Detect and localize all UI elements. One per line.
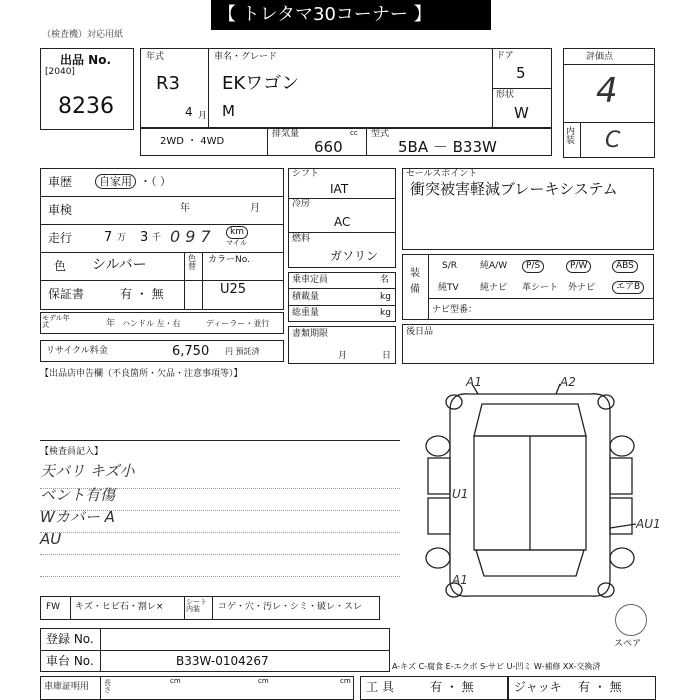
header-partial: （検査機）対応用紙: [42, 30, 124, 40]
color-value: シルバー: [92, 257, 147, 273]
mileage-mile: マイル: [226, 239, 247, 247]
evaluation-label: 評価点: [586, 52, 614, 62]
warranty-label: 保証書: [48, 287, 85, 301]
model-change-dealer: ディーラー・並行: [206, 319, 270, 328]
mark-a1-bottom: A1: [452, 573, 468, 587]
mileage-man: 7: [104, 230, 113, 245]
mark-a2-top: A2: [560, 375, 576, 389]
mileage-label: 走行: [48, 231, 73, 245]
later-items-box: [402, 324, 654, 364]
cert-cm-2: cm: [258, 677, 269, 685]
sales-point-label: セールスポイント: [406, 169, 478, 179]
model-change-label: モデル年式: [42, 314, 70, 329]
cert-cm-1: cm: [170, 677, 181, 685]
equip-navi-model: ナビ型番：: [432, 305, 478, 315]
tools-label: 工 具: [366, 680, 394, 694]
cert-cm-3: cm: [340, 677, 351, 685]
displacement-label: 排気量: [272, 129, 300, 139]
capacity-unit: 名: [380, 275, 390, 285]
tools-value: 有 ・ 無: [430, 680, 474, 694]
inspector-note-2: ベント有傷: [40, 486, 116, 504]
sales-point-value: 衝突被害軽減ブレーキシステム: [410, 180, 618, 198]
inspector-note-1: 天バリ キズ小: [40, 462, 135, 480]
spare-label: スペア: [614, 639, 642, 649]
equip-pw: P/W: [566, 260, 591, 273]
docs-day: 日: [382, 351, 392, 361]
mark-a1-top: A1: [466, 375, 482, 389]
fw-label: FW: [46, 602, 61, 612]
shape-value: W: [514, 104, 529, 122]
car-name-label: 車名・グレード: [214, 52, 278, 62]
docs-label: 書類期限: [292, 329, 329, 339]
equipment-label: 装備: [410, 268, 420, 295]
jack-value: 有 ・ 無: [578, 680, 622, 694]
history-label: 車歴: [48, 175, 73, 189]
lot-label: 出品 No.: [60, 53, 112, 67]
cert-label: 車庫証明用: [44, 682, 90, 692]
history-rest: ・（ ）: [140, 175, 171, 188]
spare-tire-icon: [615, 604, 647, 636]
mark-au1: AU1: [636, 517, 661, 531]
inspection-month: 月: [250, 203, 260, 214]
inspection-year: 年: [180, 203, 190, 214]
equip-ext-navi: 外ナビ: [568, 283, 596, 293]
inspection-label: 車検: [48, 203, 73, 217]
interior-label: 内装: [566, 127, 576, 146]
color-replace-label: 色替: [188, 254, 196, 271]
later-items-label: 後日品: [406, 327, 434, 337]
shift-label: シフト: [292, 169, 320, 179]
fuel-value: ガソリン: [330, 249, 379, 263]
aircon-value: AC: [334, 215, 351, 229]
lot-number: 8236: [58, 94, 114, 119]
mark-u1: U1: [452, 487, 469, 501]
equip-leather: 革シート: [522, 283, 559, 293]
door-label: ドア: [496, 51, 514, 61]
year-label: 年式: [146, 52, 165, 62]
equip-airbag: エアB: [612, 281, 644, 294]
fw-seat-items: コゲ・穴・汚レ・シミ・破レ・スレ: [218, 602, 363, 612]
damage-legend: A-キズ C-腐食 E-エクボ S-サビ U-凹ミ W-補修 XX-交換済: [392, 662, 601, 671]
load-label: 積載量: [292, 292, 320, 302]
mileage-rest: 0 9 7: [170, 227, 211, 246]
fw-items: キズ・ヒビ石・割レ×: [75, 602, 164, 612]
car-grade: M: [222, 102, 235, 120]
mileage-man-unit: 万: [117, 233, 127, 243]
color-no-label: カラーNo.: [208, 255, 250, 265]
type-label: 型式: [371, 129, 390, 139]
warranty-value: 有 ・ 無: [120, 287, 164, 301]
drive-text: 2WD ・ 4WD: [160, 136, 225, 147]
car-diagram: [410, 380, 650, 610]
history-value: 自家用: [95, 174, 136, 189]
mileage-sen: 3: [140, 230, 149, 245]
load-unit: kg: [380, 292, 391, 302]
lot-small: [2040]: [45, 67, 75, 77]
type-value: 5BA － B33W: [398, 138, 497, 156]
inspector-note-4: AU: [40, 530, 62, 548]
color-label: 色: [54, 259, 67, 273]
weight-label: 総重量: [292, 308, 320, 318]
model-change-year: 年: [106, 319, 116, 329]
equip-abs: ABS: [612, 260, 638, 273]
capacity-label: 乗車定員: [292, 275, 329, 285]
model-change-handle: ハンドル 左・右: [122, 319, 181, 328]
docs-month: 月: [338, 351, 348, 361]
jack-label: ジャッキ: [514, 680, 562, 694]
fw-seat-label: シート内装: [186, 598, 207, 613]
shape-label: 形状: [496, 90, 515, 100]
chassis-value: B33W-0104267: [176, 654, 269, 668]
mileage-km: km: [226, 226, 248, 239]
recycle-label: リサイクル料金: [46, 346, 108, 356]
recycle-value: 6,750: [172, 344, 210, 359]
fuel-label: 燃料: [292, 234, 311, 244]
interior-value: C: [605, 128, 621, 153]
chassis-label: 車台 No.: [46, 654, 94, 668]
equip-tv: 純TV: [438, 283, 459, 293]
shift-value: IAT: [330, 182, 349, 196]
door-value: 5: [516, 64, 526, 82]
color-no: U25: [220, 282, 247, 297]
displacement-unit: cc: [350, 129, 358, 137]
registration-label: 登録 No.: [46, 632, 94, 646]
equip-aw: 純A/W: [480, 261, 508, 271]
cert-long: 長さ: [104, 679, 111, 694]
recycle-unit: 円 預託済: [225, 347, 260, 356]
displacement-value: 660: [314, 138, 343, 156]
equip-ps: P/S: [522, 260, 544, 273]
mileage-sen-unit: 千: [152, 233, 162, 243]
banner-title: 【 トレタマ30コーナー 】: [218, 4, 432, 25]
equip-navi: 純ナビ: [480, 283, 508, 293]
inspector-label: 【検査員記入】: [40, 447, 104, 457]
seller-notes-label: 【出品店申告欄（不良箇所・欠品・注意事項等）】: [40, 369, 243, 379]
weight-unit: kg: [380, 308, 391, 318]
aircon-label: 冷房: [292, 199, 311, 209]
equip-sr: S/R: [442, 261, 457, 271]
year-value: R3: [156, 73, 180, 94]
evaluation-score: 4: [596, 71, 618, 111]
car-name: EKワゴン: [222, 73, 300, 94]
year-month: 4: [185, 105, 193, 119]
year-month-unit: 月: [198, 111, 208, 121]
inspector-note-3: Wカバー A: [40, 508, 115, 526]
